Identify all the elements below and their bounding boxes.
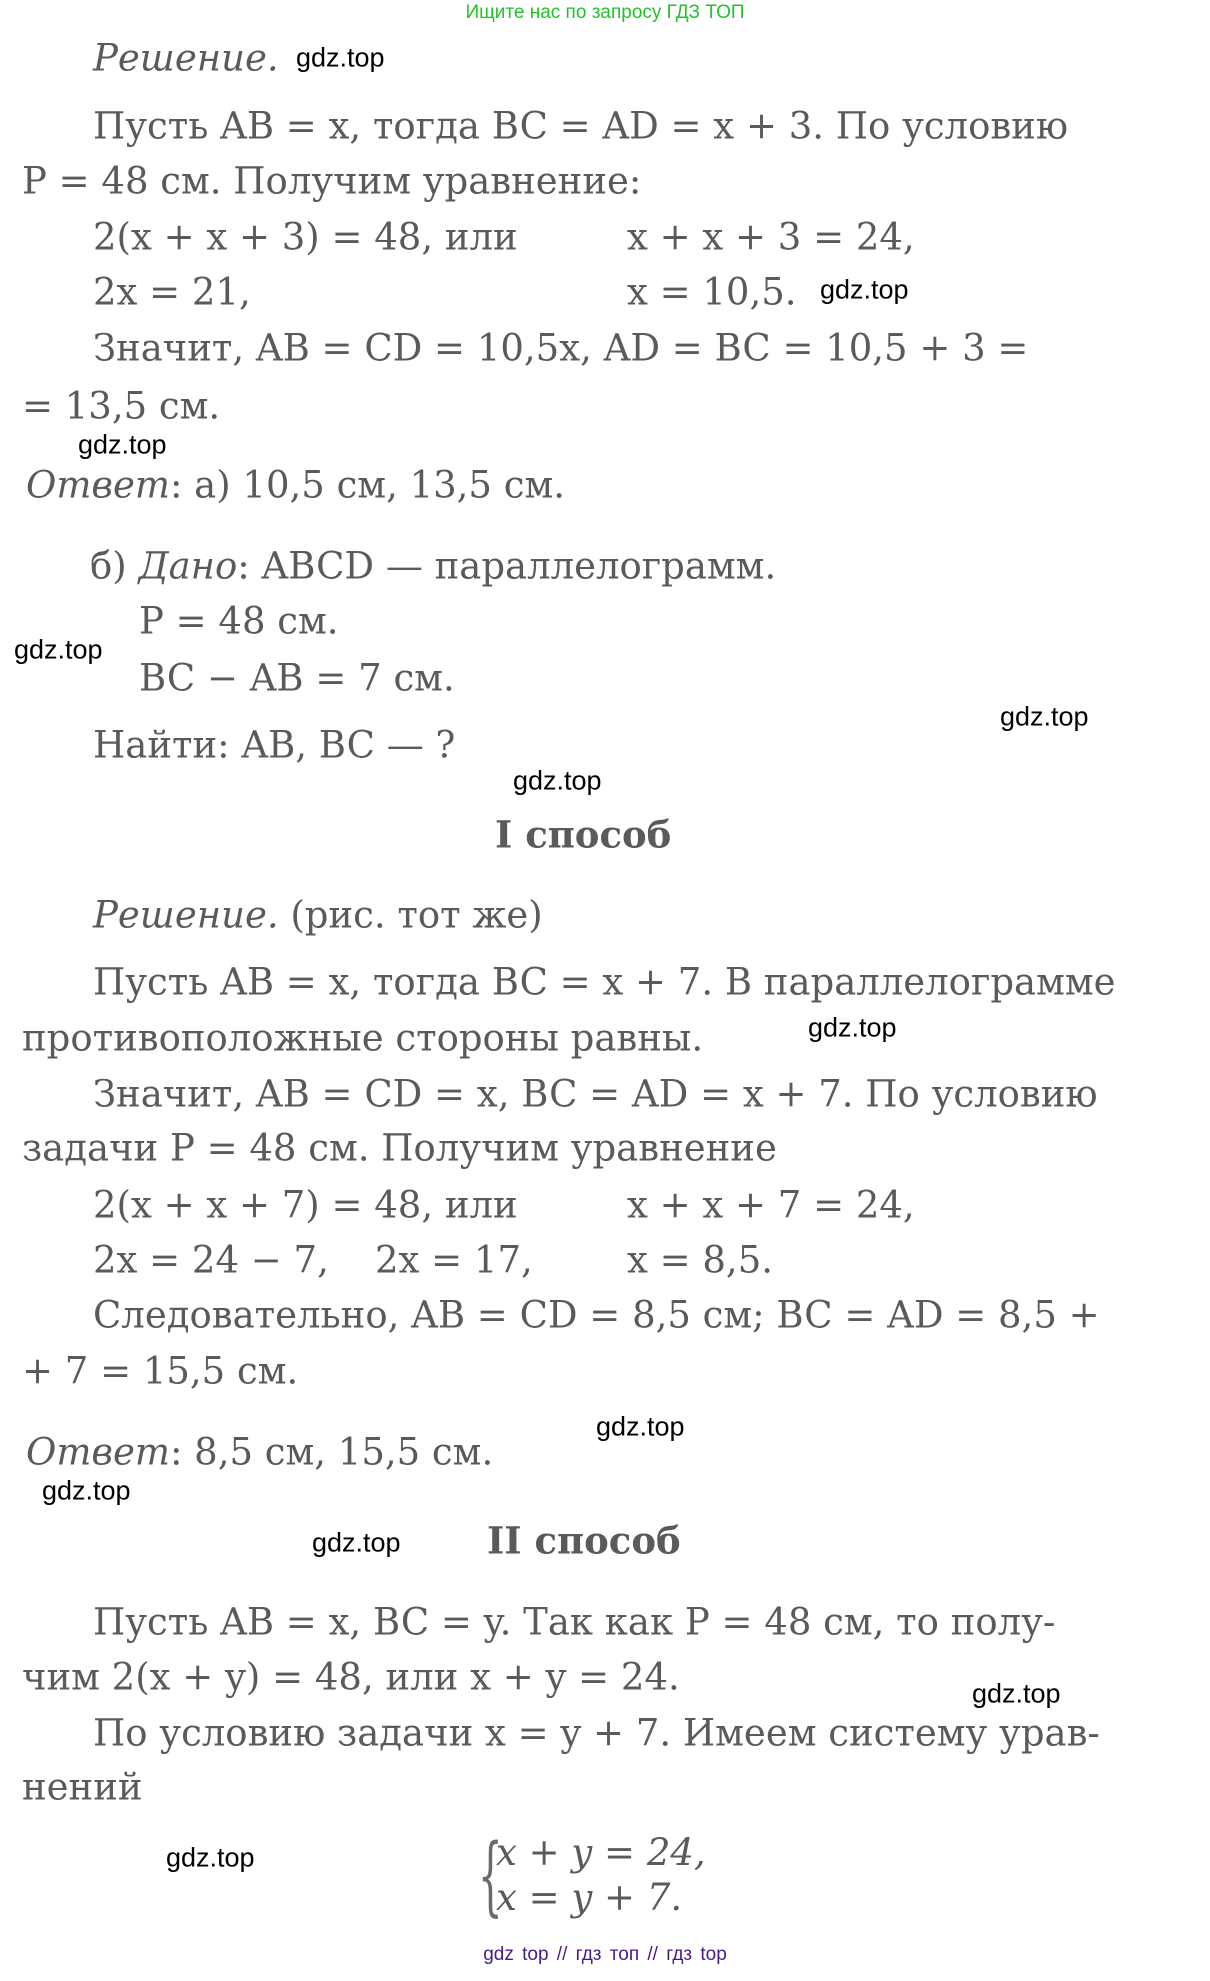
watermark: gdz.top <box>513 765 602 796</box>
equation: 2x = 21, <box>93 270 251 314</box>
text-line: Значит, AB = CD = 10,5x, AD = BC = 10,5 + 3 = <box>93 326 1029 370</box>
watermark: gdz.top <box>820 274 909 305</box>
solution-label: Решение. <box>93 893 279 937</box>
solution-note: (рис. тот же) <box>278 893 543 937</box>
system-equation-2: x = y + 7. <box>496 1876 683 1919</box>
given-text: : ABCD — параллелограмм. <box>237 544 777 588</box>
text-line: + 7 = 15,5 см. <box>22 1349 299 1393</box>
watermark: gdz.top <box>14 634 103 665</box>
item-prefix: б) <box>90 544 139 588</box>
equation: x = 10,5. <box>627 270 797 314</box>
equation: x = 8,5. <box>627 1238 773 1282</box>
text-line: нений <box>22 1765 143 1809</box>
site-footer[interactable]: gdz top // гдз топ // гдз top <box>483 1944 727 1965</box>
method-2-title: II способ <box>487 1518 681 1563</box>
given-line <box>90 544 777 588</box>
solution-label: Решение. <box>93 36 279 80</box>
watermark: gdz.top <box>312 1527 401 1558</box>
curly-brace-icon: { <box>478 1826 503 1926</box>
answer-line <box>26 1430 494 1474</box>
text-line: По условию задачи x = y + 7. Имеем систему урав- <box>93 1711 1100 1755</box>
text-line: Пусть AB = x, тогда BC = AD = x + 3. По условию <box>93 104 1069 148</box>
equation: 2(x + x + 7) = 48, или <box>93 1183 518 1227</box>
watermark: gdz.top <box>296 42 385 73</box>
method-1-title: I способ <box>495 812 672 857</box>
answer-text: : 8,5 см, 15,5 см. <box>169 1430 494 1474</box>
text-line: задачи P = 48 см. Получим уравнение <box>22 1126 777 1170</box>
text-line: Пусть AB = x, тогда BC = x + 7. В параллелограмме <box>93 960 1116 1004</box>
answer-text: : а) 10,5 см, 13,5 см. <box>169 463 565 507</box>
watermark: gdz.top <box>42 1475 131 1506</box>
watermark: gdz.top <box>1000 701 1089 732</box>
text-line: чим 2(x + y) = 48, или x + y = 24. <box>22 1655 680 1699</box>
given-perimeter: P = 48 см. <box>139 599 339 643</box>
text-line: P = 48 см. Получим уравнение: <box>22 159 642 203</box>
answer-label: Ответ <box>26 463 170 507</box>
site-banner[interactable]: Ищите нас по запросу ГДЗ ТОП <box>465 2 745 23</box>
equation: 2x = 24 − 7, <box>93 1238 329 1282</box>
equation: x + x + 7 = 24, <box>627 1183 915 1227</box>
watermark: gdz.top <box>596 1411 685 1442</box>
solution-line <box>93 893 543 937</box>
text-line: = 13,5 см. <box>22 384 221 428</box>
watermark: gdz.top <box>972 1678 1061 1709</box>
equation: x + x + 3 = 24, <box>627 215 915 259</box>
watermark: gdz.top <box>166 1842 255 1873</box>
text-line: противоположные стороны равны. <box>22 1016 704 1060</box>
text-line: Значит, AB = CD = x, BC = AD = x + 7. По условию <box>93 1072 1098 1116</box>
equation: 2x = 17, <box>375 1238 533 1282</box>
answer-label: Ответ <box>26 1430 170 1474</box>
watermark: gdz.top <box>78 429 167 460</box>
given-difference: BC − AB = 7 см. <box>139 656 455 700</box>
find-line: Найти: AB, BC — ? <box>93 723 456 767</box>
equation: 2(x + x + 3) = 48, или <box>93 215 518 259</box>
text-line: Пусть AB = x, BC = y. Так как P = 48 см, то полу- <box>93 1600 1056 1644</box>
text-line: Следовательно, AB = CD = 8,5 см; BC = AD = 8,5 + <box>93 1293 1100 1337</box>
answer-line <box>26 463 565 507</box>
watermark: gdz.top <box>808 1012 897 1043</box>
system-equation-1: x + y = 24, <box>496 1831 706 1874</box>
given-label: Дано <box>138 544 238 588</box>
